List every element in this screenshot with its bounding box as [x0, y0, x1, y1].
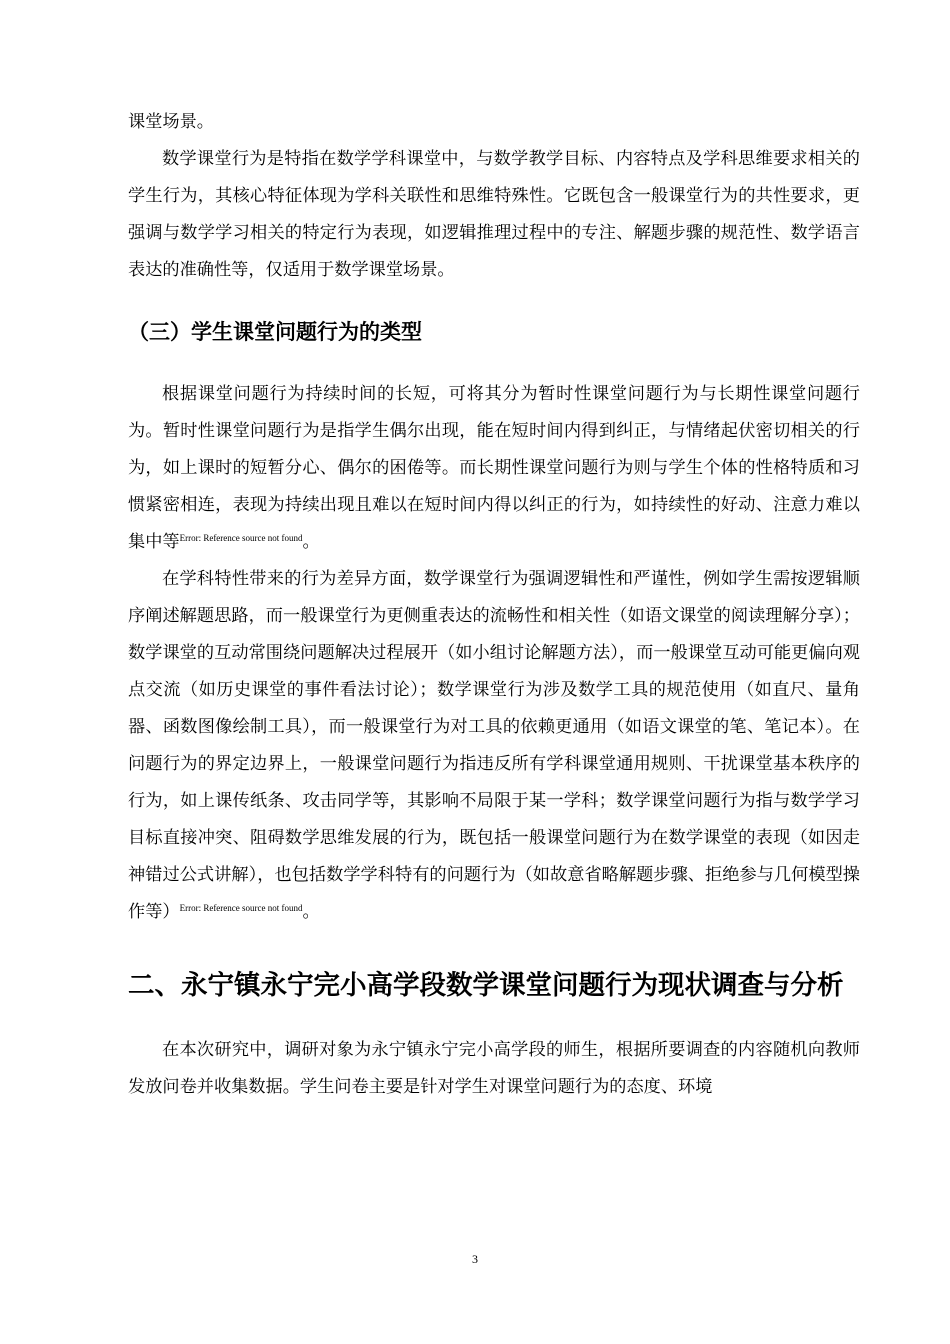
- paragraph-text: 在学科特性带来的行为差异方面，数学课堂行为强调逻辑性和严谨性，例如学生需按逻辑顺序阐述解题思路，而一般课堂行为更侧重表达的流畅性和相关性（如语文课堂的阅读理解分享）；数学课堂的互动常围绕问题解决过程展开（如小组讨论解题方法），而一般课堂互动可能更偏向观点交流（如历史课堂的事件看法讨论）；数学课堂行为涉及数学工具的规范使用（如直尺、量角器、函数图像绘制工具），而一般课堂行为对工具的依赖更通用（如语文课堂的笔、笔记本）。在问题行为的界定边界上，一般课堂问题行为指违反所有学科课堂通用规则、干扰课堂基本秩序的行为，如上课传纸条、攻击同学等，其影响不局限于某一学科；数学课堂问题行为指与数学学习目标直接冲突、阻碍数学思维发展的行为，既包括一般课堂问题行为在数学课堂的表现（如因走神错过公式讲解），也包括数学学科特有的问题行为（如故意省略解题步骤、拒绝参与几何模型操作等）: [128, 569, 860, 922]
- paragraph-behavior-duration: [128, 376, 860, 561]
- reference-error: Error: Reference source not found: [179, 903, 303, 913]
- section-heading: 二、永宁镇永宁完小高学段数学课堂问题行为现状调查与分析: [128, 970, 844, 1001]
- paragraph-survey-intro: 在本次研究中，调研对象为永宁镇永宁完小高学段的师生，根据所要调查的内容随机向教师发放问卷并收集数据。学生问卷主要是针对学生对课堂问题行为的态度、环境: [128, 1040, 860, 1097]
- page-content: [128, 104, 860, 1106]
- subsection-heading: （三）学生课堂问题行为的类型: [128, 320, 422, 344]
- paragraph-continuation: 课堂场景。: [128, 112, 214, 132]
- page-number: 3: [472, 1252, 478, 1266]
- paragraph-text: 根据课堂问题行为持续时间的长短，可将其分为暂时性课堂问题行为与长期性课堂问题行为。暂时性课堂问题行为是指学生偶尔出现，能在短时间内得到纠正，与情绪起伏密切相关的行为，如上课时的短暂分心、偶尔的困倦等。而长期性课堂问题行为则与学生个体的性格特质和习惯紧密相连，表现为持续出现且难以在短时间内得以纠正的行为，如持续性的好动、注意力难以集中等: [128, 384, 860, 552]
- paragraph-end: 。: [302, 532, 320, 552]
- paragraph-subject-differences: [128, 561, 860, 931]
- reference-error: Error: Reference source not found: [179, 533, 303, 543]
- paragraph-end: 。: [302, 902, 320, 922]
- paragraph-math-classroom-behavior: 数学课堂行为是特指在数学学科课堂中，与数学教学目标、内容特点及学科思维要求相关的学生行为，其核心特征体现为学科关联性和思维特殊性。它既包含一般课堂行为的共性要求，更强调与数学学习相关的特定行为表现，如逻辑推理过程中的专注、解题步骤的规范性、数学语言表达的准确性等，仅适用于数学课堂场景。: [128, 149, 860, 280]
